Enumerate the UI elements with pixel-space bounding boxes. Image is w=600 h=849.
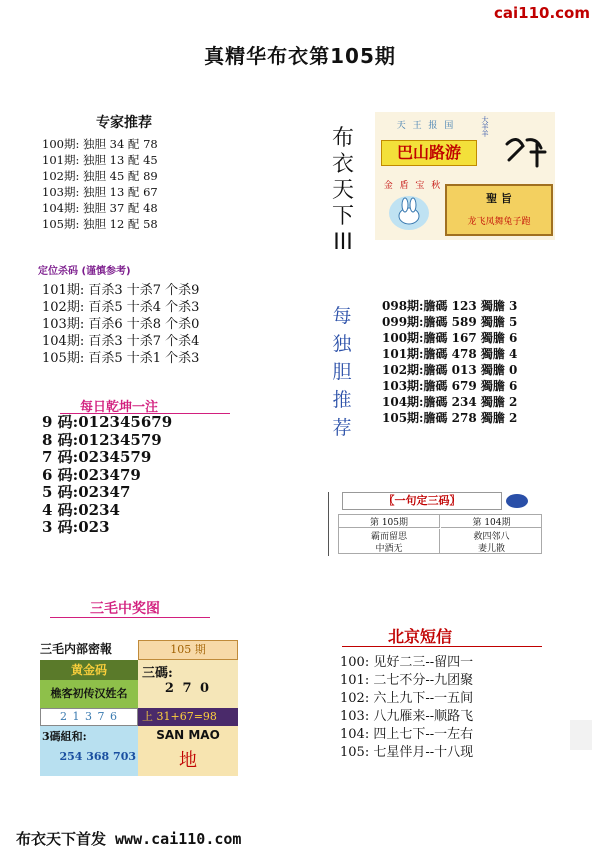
expert-row: 105期: 独胆 12 配 58 <box>42 217 158 231</box>
page-title: 真精华布衣第105期 <box>204 44 396 68</box>
poster-top-text: 天 王 报 国 <box>396 121 456 131</box>
kill-row: 105期: 百杀5 十杀1 个杀3 <box>42 351 200 366</box>
divider <box>50 617 210 618</box>
sum-value: 31+67=98 <box>156 710 217 723</box>
expert-list <box>42 136 158 232</box>
qiankun-row: 3 码:023 <box>42 518 110 536</box>
yiju-col1-head: 第 105期 <box>339 515 440 528</box>
yiju-cell: 中酒无 <box>339 541 440 554</box>
beijing-row: 101: 二七不分--九团聚 <box>340 673 474 688</box>
vertical-char: 天 <box>331 178 354 203</box>
vertical-char: 荐 <box>332 417 352 439</box>
site-logo[interactable]: cai110.com <box>494 4 590 22</box>
qiankun-row: 5 码:02347 <box>42 483 131 501</box>
qiankun-list <box>42 414 172 537</box>
dan-row: 099期:膽碼 589 獨膽 5 <box>382 315 518 329</box>
sanmao-art <box>138 726 238 776</box>
footer-link[interactable]: 布衣天下首发 www.cai110.com <box>16 830 242 848</box>
poster-bottom-text: 金 盾 宝 秋 <box>383 181 443 190</box>
combo-box <box>40 726 138 776</box>
qiankun-row: 6 码:023479 <box>42 465 141 484</box>
dan-list <box>382 298 517 426</box>
vertical-char: 每 <box>332 305 352 327</box>
yiju-cell: 救四邻八 <box>473 532 510 542</box>
dan-row: 103期:膽碼 679 獨膽 6 <box>382 379 518 393</box>
digit-row: 2 1 3 7 6 <box>40 708 138 726</box>
beijing-row: 104: 四上七下--一左右 <box>340 727 474 742</box>
beijing-row: 102: 六上九下--一五间 <box>340 691 474 706</box>
combo-label: 3碼組和: <box>42 730 87 743</box>
name-clue: 樵客初传汉姓名 <box>40 680 138 708</box>
vertical-char: 胆 <box>332 361 352 383</box>
rabbit-icon <box>389 196 429 230</box>
decorative-box <box>570 720 592 750</box>
vertical-char: 推 <box>332 389 352 411</box>
qiankun-row: 7 码:0234579 <box>42 448 152 466</box>
three-code-label: 三碼: <box>142 666 173 681</box>
big-character: 地 <box>179 750 197 771</box>
dan-row: 101期:膽碼 478 獨膽 4 <box>382 347 518 361</box>
sanmao-image <box>40 640 238 776</box>
beijing-title: 北京短信 <box>388 627 453 646</box>
dan-row: 102期:膽碼 013 獨膽 0 <box>382 363 518 377</box>
riddle-poster <box>375 112 555 240</box>
yiju-cell: 妻儿散 <box>477 544 505 554</box>
poster-side-text: 大羊羊 <box>481 116 489 137</box>
qiankun-row: 9 码:012345679 <box>42 413 173 431</box>
vertical-char: III <box>333 230 353 255</box>
kill-row: 101期: 百杀3 十杀7 个杀9 <box>42 283 200 298</box>
qiankun-row: 4 码:0234 <box>42 500 120 519</box>
sanmao-title: 三毛中奖图 <box>90 601 160 617</box>
globe-icon <box>506 494 528 508</box>
three-code-value: 2 7 0 <box>164 681 212 696</box>
expert-row: 103期: 独胆 13 配 67 <box>42 185 158 199</box>
kill-row: 103期: 百杀6 十杀8 个杀0 <box>42 317 200 332</box>
yiju-title: 〖一句定三码〗 <box>342 492 502 510</box>
issue-box <box>138 640 238 660</box>
vertical-char: 布 <box>331 126 354 151</box>
sanmao-label: SAN MAO <box>156 728 220 742</box>
vertical-char: 独 <box>332 333 352 355</box>
beijing-row: 105: 七星伴月--十八现 <box>340 745 474 760</box>
vertical-char: 衣 <box>331 152 354 177</box>
kill-title: 定位杀码 (谨慎参考) <box>38 266 131 277</box>
scroll-text: 龙飞凤舞兔子跑 <box>467 217 531 227</box>
expert-row: 101期: 独胆 13 配 45 <box>42 153 158 167</box>
calligraphy-icon <box>501 130 551 170</box>
poster-main-text: 巴山路游 <box>381 140 477 166</box>
dan-vertical-title <box>328 302 356 442</box>
yiju-cell: 霸而留思 <box>339 529 440 542</box>
issue-number: 105 <box>170 643 192 656</box>
kill-row: 104期: 百杀3 十杀7 个杀4 <box>42 334 200 349</box>
three-code-box <box>138 660 238 708</box>
yiju-box <box>328 492 548 556</box>
kill-list <box>42 282 199 367</box>
sum-label: 上 <box>142 710 153 723</box>
scroll-box <box>445 184 553 236</box>
expert-title: 专家推荐 <box>96 115 152 131</box>
vertical-char: 下 <box>331 204 354 229</box>
yiju-table <box>338 514 542 554</box>
qiankun-title: 每日乾坤一注 <box>80 400 159 415</box>
yiju-col2-head: 第 104期 <box>441 515 542 528</box>
combo-value: 254 368 703 <box>59 750 136 763</box>
dan-row: 104期:膽碼 234 獨膽 2 <box>382 395 518 409</box>
gold-code-label: 黄金码 <box>40 660 138 680</box>
qiankun-row: 8 码:01234579 <box>42 430 162 449</box>
expert-row: 102期: 独胆 45 配 89 <box>42 169 158 183</box>
beijing-row: 100: 见好二三--留四一 <box>340 655 474 670</box>
buyi-vertical-title <box>328 126 358 256</box>
kill-row: 102期: 百杀5 十杀4 个杀3 <box>42 300 200 315</box>
expert-row: 104期: 独胆 37 配 48 <box>42 201 158 215</box>
dan-row: 105期:膽碼 278 獨膽 2 <box>382 411 518 425</box>
divider <box>342 646 542 647</box>
dan-row: 098期:膽碼 123 獨膽 3 <box>382 299 518 313</box>
sum-row <box>138 708 238 726</box>
issue-label: 期 <box>194 643 206 656</box>
divider <box>328 492 329 556</box>
sanmao-inner-title: 三毛内部密報 <box>40 642 113 656</box>
expert-row: 100期: 独胆 34 配 78 <box>42 137 158 151</box>
beijing-row: 103: 八九雁来--顺路飞 <box>340 709 474 724</box>
dan-row: 100期:膽碼 167 獨膽 6 <box>382 331 518 345</box>
scroll-title: 聖 旨 <box>486 192 512 205</box>
beijing-list <box>340 654 473 762</box>
